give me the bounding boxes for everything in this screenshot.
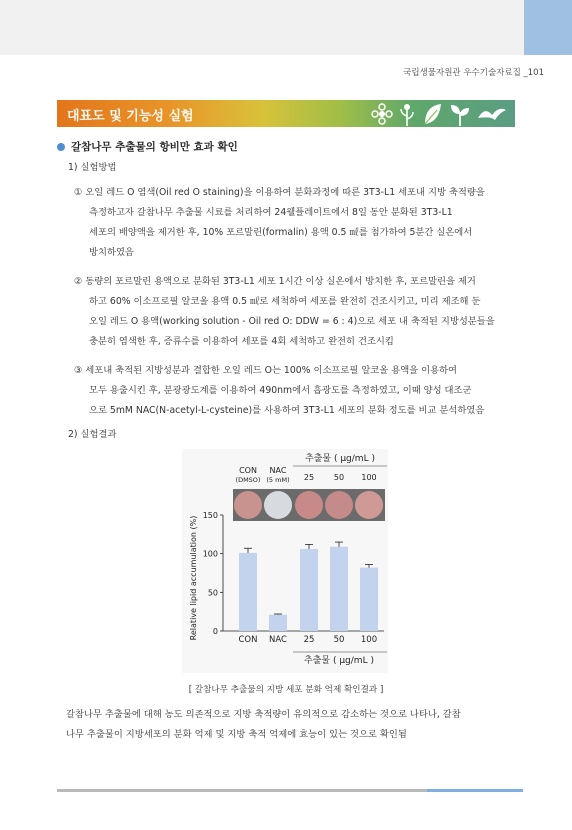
conclusion-line1: 갈참나무 추출물에 대해 농도 의존적으로 지방 축적량이 유의적으로 감소하는 것으로 나타나, 갈참	[66, 709, 461, 720]
bullet-dot-icon	[57, 143, 65, 151]
footer-rule	[57, 789, 427, 792]
well-con	[234, 491, 262, 519]
method-step2-line2: 하고 60% 이소프로필 알코올 용액 0.5 ㎖로 세척하여 세포를 완전히 건조시키고, 미리 제조해 둔	[89, 296, 481, 307]
method-step1-line4: 방치하였음	[89, 247, 134, 258]
x-tick-label: 100	[360, 635, 378, 645]
bird-icon	[477, 104, 507, 124]
top-label-50: 50	[333, 473, 345, 482]
figure-caption: [ 갈참나무 추출물의 지방 세포 분화 억제 확인결과 ]	[188, 685, 384, 695]
results-chart	[182, 449, 388, 673]
top-group-label: 추출물 ( μg/mL )	[305, 454, 375, 464]
subheading	[57, 139, 238, 154]
results-label: 2) 실험결과	[68, 429, 117, 440]
y-tick-label: 0	[212, 627, 218, 636]
method-step1-line2: 측정하고자 갈참나무 추출물 시료를 처리하여 24웰플레이트에서 8일 동안 분화된 3T3-L1	[89, 207, 453, 218]
well-images	[233, 489, 385, 521]
results-figure	[182, 449, 388, 673]
y-tick-label: 50	[207, 588, 218, 598]
method-step1-line1: ① 오일 레드 O 염색(Oil red O staining)을 이용하여 분화과정에 따른 3T3-L1 세포내 지방 축적량을	[74, 187, 485, 198]
footer-rule-accent	[427, 789, 523, 792]
method-step1-line3: 세포의 배양액을 제거한 후, 10% 포르말린(formalin) 용액 0.5 ㎖를 첨가하여 5분간 실온에서	[89, 227, 473, 238]
nature-icons	[371, 101, 507, 126]
section-title-bar	[57, 100, 515, 127]
method-step2-line3: 오일 레드 O 용액(working solution - Oil red O: DDW = 6 : 4)으로 세포 내 축적된 지방성분들을	[89, 316, 495, 327]
top-sublabel-nac: (5 mM)	[266, 476, 290, 484]
bar-25	[300, 549, 318, 631]
well-25	[295, 491, 323, 519]
leaf-icon	[421, 102, 443, 126]
top-band-accent	[524, 0, 572, 55]
top-label-con: CON	[239, 466, 257, 475]
bar-100	[360, 568, 378, 631]
bar-plot	[203, 511, 384, 645]
method-step2-line4: 충분히 염색한 후, 증류수를 이용하여 세포를 4회 세척하고 완전히 건조시킴	[89, 336, 394, 347]
methods-label: 1) 실험방법	[68, 162, 117, 173]
y-tick-label: 150	[202, 511, 218, 520]
method-step3-line3: 으로 5mM NAC(N-acetyl-L-cysteine)를 사용하여 3T3-L1 세포의 분화 정도를 비교 분석하였음	[89, 405, 485, 416]
x-tick-label: 50	[333, 635, 345, 645]
seedling-icon	[449, 102, 471, 126]
method-step3-line2: 모두 용출시킨 후, 분광광도계를 이용하여 490nm에서 흡광도를 측정하였고, 이때 양성 대조군	[89, 385, 472, 396]
flower-icon	[371, 103, 393, 125]
well-nac	[264, 491, 292, 519]
bar-nac	[269, 615, 287, 631]
top-sublabel-dmso: (DMSO)	[235, 476, 261, 484]
subheading-text: 갈참나무 추출물의 항비만 효과 확인	[71, 141, 238, 153]
bar-con	[239, 553, 257, 631]
well-50	[325, 491, 353, 519]
page-header-title: 국립생물자원관 우수기술자료집 _101	[403, 68, 544, 78]
top-label-100: 100	[361, 473, 377, 482]
bar-50	[330, 547, 348, 631]
y-axis-label: Relative lipid accumulation (%)	[189, 515, 198, 641]
conclusion-line2: 나무 추출물이 지방세포의 분화 억제 및 지방 축적 억제에 효능이 있는 것으로 확인됨	[66, 729, 407, 740]
y-tick-label: 100	[202, 549, 218, 559]
well-100	[355, 491, 383, 519]
method-step3-line1: ③ 세포내 축적된 지방성분과 결합한 오일 레드 O는 100% 이소프로필 알코올 용액을 이용하여	[74, 365, 458, 376]
top-label-nac: NAC	[269, 466, 287, 475]
method-step2-line1: ② 동량의 포르말린 용액으로 분화된 3T3-L1 세포 1시간 이상 실온에서 방치한 후, 포르말린을 제거	[74, 276, 476, 287]
x-tick-label: NAC	[269, 635, 287, 645]
top-band	[0, 0, 572, 55]
top-label-25: 25	[303, 473, 315, 482]
x-tick-label: CON	[238, 635, 258, 645]
x-tick-label: 25	[303, 635, 315, 645]
plant-icon	[399, 102, 415, 126]
x-axis-label: 추출물 ( μg/mL )	[304, 656, 374, 666]
section-title: 대표도 및 기능성 실험	[67, 109, 194, 124]
